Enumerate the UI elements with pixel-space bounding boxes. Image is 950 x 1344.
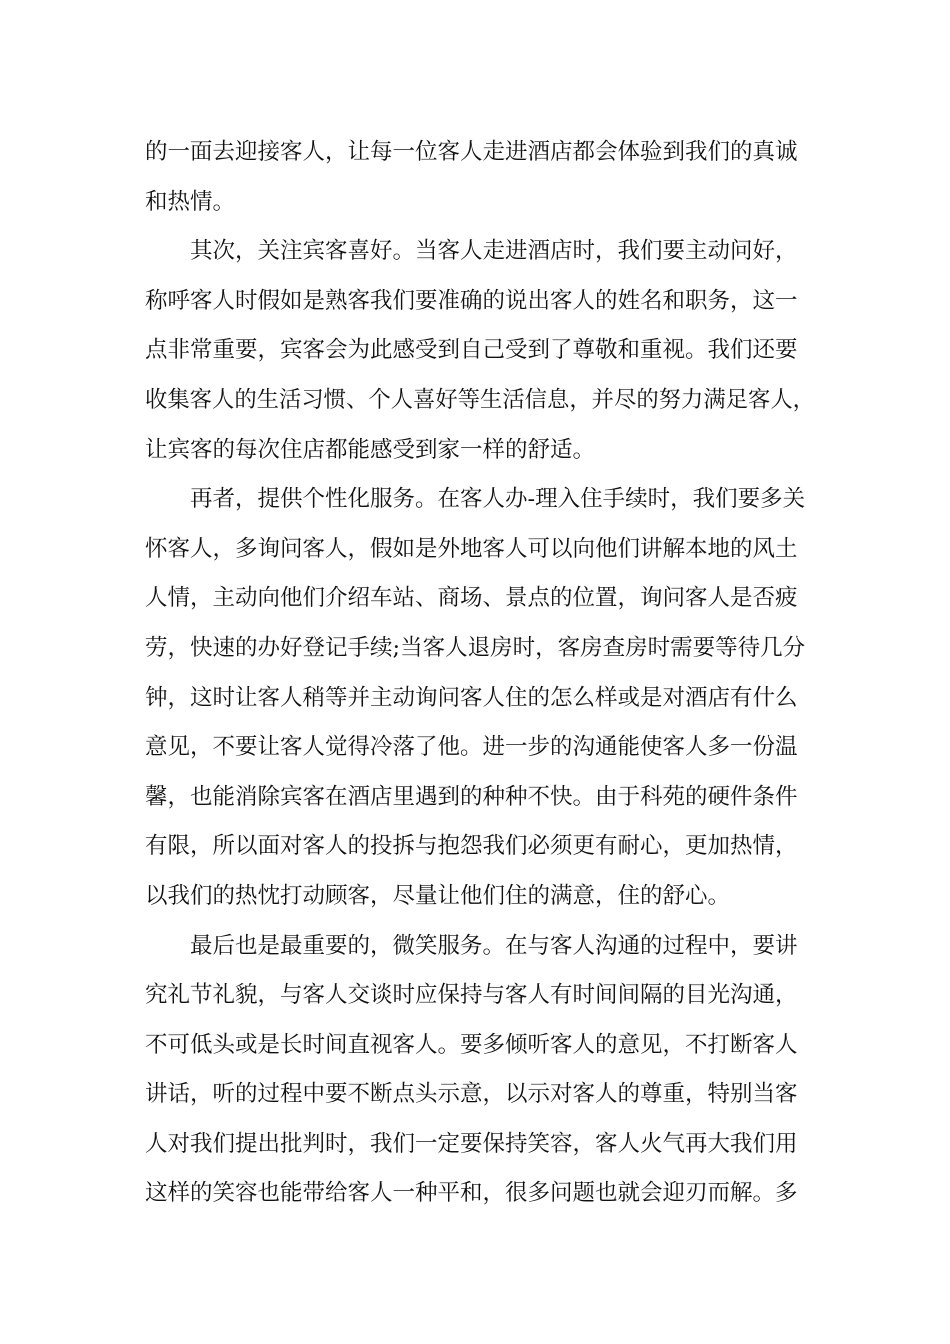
text-line: 称呼客人时假如是熟客我们要准确的说出客人的姓名和职务，这一 — [145, 287, 798, 314]
text-line: 劳，快速的办好登记手续;当客人退房时，客房查房时需要等待几分 — [145, 634, 806, 661]
paragraph-first-line: 再者，提供个性化服务。在客人办-理入住手续时，我们要多关 — [190, 486, 806, 513]
text-line: 讲话，听的过程中要不断点头示意，以示对客人的尊重，特别当客 — [145, 1081, 798, 1108]
text-line: 不可低头或是长时间直视客人。要多倾听客人的意见，不打断客人 — [145, 1031, 798, 1058]
paragraph-first-line: 最后也是最重要的，微笑服务。在与客人沟通的过程中，要讲 — [190, 932, 798, 959]
text-line: 究礼节礼貌，与客人交谈时应保持与客人有时间间隔的目光沟通， — [145, 982, 798, 1009]
text-line: 有限，所以面对客人的投拆与抱怨我们必须更有耐心，更加热情， — [145, 833, 798, 860]
text-line: 的一面去迎接客人，让每一位客人走进酒店都会体验到我们的真诚 — [145, 139, 798, 165]
document-body — [145, 128, 815, 1219]
text-line: 以我们的热忱打动顾客，尽量让他们住的满意，住的舒心。 — [145, 882, 731, 909]
text-line: 怀客人，多询问客人，假如是外地客人可以向他们讲解本地的风土 — [145, 535, 798, 562]
text-line: 收集客人的生活习惯、个人喜好等生活信息，并尽的努力满足客人， — [145, 386, 815, 413]
text-line: 人情，主动向他们介绍车站、商场、景点的位置，询问客人是否疲 — [145, 585, 798, 612]
text-line: 意见，不要让客人觉得冷落了他。进一步的沟通能使客人多一份温 — [145, 734, 798, 761]
paragraph-first-line: 其次，关注宾客喜好。当客人走进酒店时，我们要主动问好， — [190, 238, 798, 265]
text-line: 钟，这时让客人稍等并主动询问客人住的怎么样或是对酒店有什么 — [145, 684, 798, 711]
text-line: 人对我们提出批判时，我们一定要保持笑容，客人火气再大我们用 — [145, 1130, 798, 1157]
text-line: 这样的笑容也能带给客人一种平和，很多问题也就会迎刃而解。多 — [145, 1180, 798, 1207]
text-line: 和热情。 — [145, 188, 236, 215]
text-line: 馨，也能消除宾客在酒店里遇到的种种不快。由于科苑的硬件条件 — [145, 783, 798, 810]
text-line: 点非常重要，宾客会为此感受到自己受到了尊敬和重视。我们还要 — [145, 337, 798, 364]
text-line: 让宾客的每次住店都能感受到家一样的舒适。 — [145, 436, 596, 463]
